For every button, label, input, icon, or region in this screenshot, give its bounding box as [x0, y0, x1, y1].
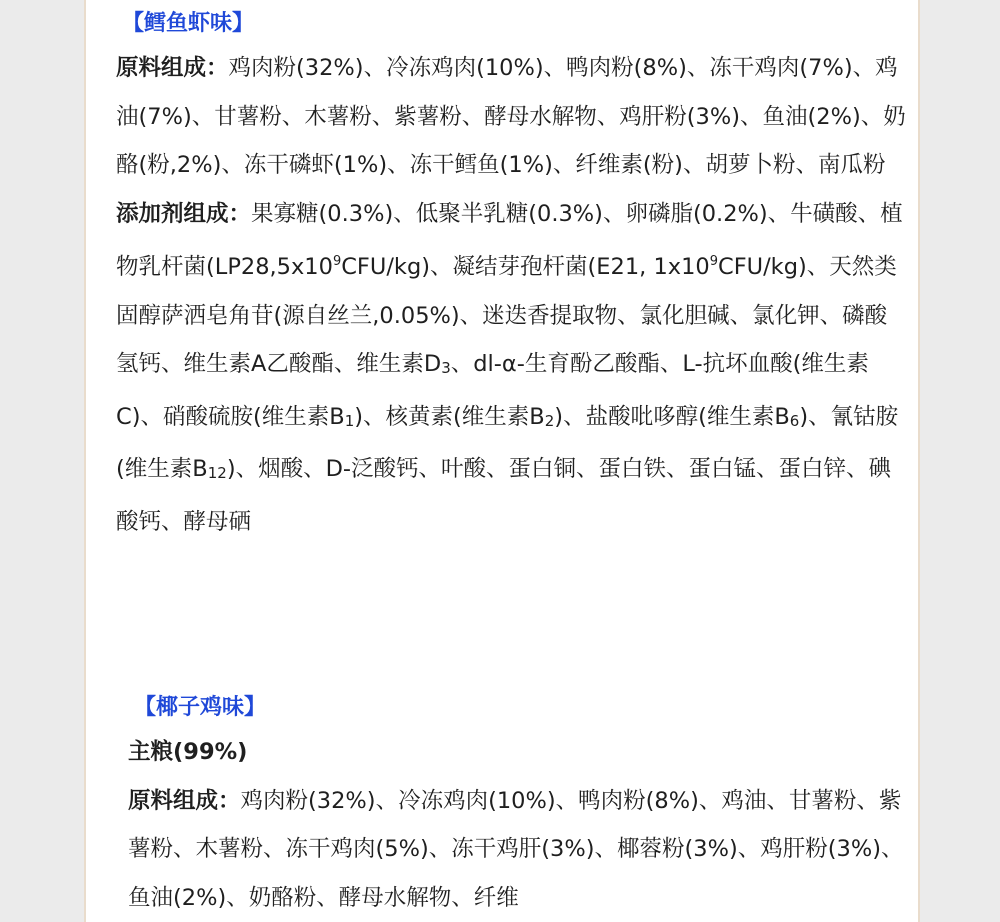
main-food	[128, 728, 908, 777]
additives-text-1: 果寡糖(0.3%)、低聚半乳糖(0.3%)、卵磷脂(0.2%)、牛磺酸、植物乳杆菌(LP28,5x10	[116, 200, 903, 280]
section-title: 【鳕鱼虾味】	[122, 11, 255, 36]
exponent: 9	[332, 254, 342, 269]
additives-label: 添加剂组成：	[116, 200, 252, 227]
additives	[116, 190, 906, 547]
section-title: 【椰子鸡味】	[134, 695, 267, 720]
additives-text-7: )、氰钴胺(维生素B	[116, 403, 899, 482]
raw-ingredients-text: 鸡肉粉(32%)、冷冻鸡肉(10%)、鸭肉粉(8%)、鸡油、甘薯粉、紫薯粉、木薯粉、冻干鸡肉(5%)、冻干鸡肝(3%)、椰蓉粉(3%)、鸡肝粉(3%)、鱼油(2%)、奶酪粉、酵母水解物、纤维	[128, 787, 904, 911]
raw-ingredients	[128, 777, 908, 922]
raw-ingredients	[116, 44, 906, 190]
exponent: 9	[709, 254, 718, 269]
subscript: 3	[441, 359, 451, 377]
raw-ingredients-text: 鸡肉粉(32%)、冷冻鸡肉(10%)、鸭肉粉(8%)、冻干鸡肉(7%)、鸡油(7%)、甘薯粉、木薯粉、紫薯粉、酵母水解物、鸡肝粉(3%)、鱼油(2%)、奶酪(粉,2%)、冻干磷虾(1%)、冻干鳕鱼(1%)、纤维素(粉)、胡萝卜粉、南瓜粉	[116, 55, 906, 178]
subscript: 1	[344, 411, 355, 430]
raw-ingredients-label: 原料组成：	[116, 55, 229, 81]
subscript: 2	[544, 411, 555, 430]
main-food-label: 主粮(99%)	[128, 739, 248, 765]
section-coconut-chicken-flavor	[128, 688, 908, 922]
additives-text-5: )、核黄素(维生素B	[354, 403, 545, 430]
additives-text-4: 、dl-α-生育酚乙酸酯、L-抗坏血酸(维生素C)、硝酸硫胺(维生素B	[116, 351, 869, 430]
raw-ingredients-label: 原料组成：	[128, 787, 241, 814]
section-cod-shrimp-flavor	[116, 4, 906, 546]
additives-text-6: )、盐酸吡哆醇(维生素B	[554, 403, 790, 430]
additives-text-3: CFU/kg)、天然类固醇萨洒皂角苷(源自丝兰,0.05%)、迷迭香提取物、氯化胆碱、氯化钾、磷酸氢钙、维生素A乙酸酯、维生素D	[116, 254, 897, 377]
subscript: 12	[207, 464, 227, 482]
additives-text-8: )、烟酸、D-泛酸钙、叶酸、蛋白铜、蛋白铁、蛋白锰、蛋白锌、碘酸钙、酵母硒	[116, 456, 892, 535]
additives-text-2: CFU/kg)、凝结芽孢杆菌(E21, 1x10	[341, 254, 710, 280]
subscript: 6	[789, 411, 800, 430]
